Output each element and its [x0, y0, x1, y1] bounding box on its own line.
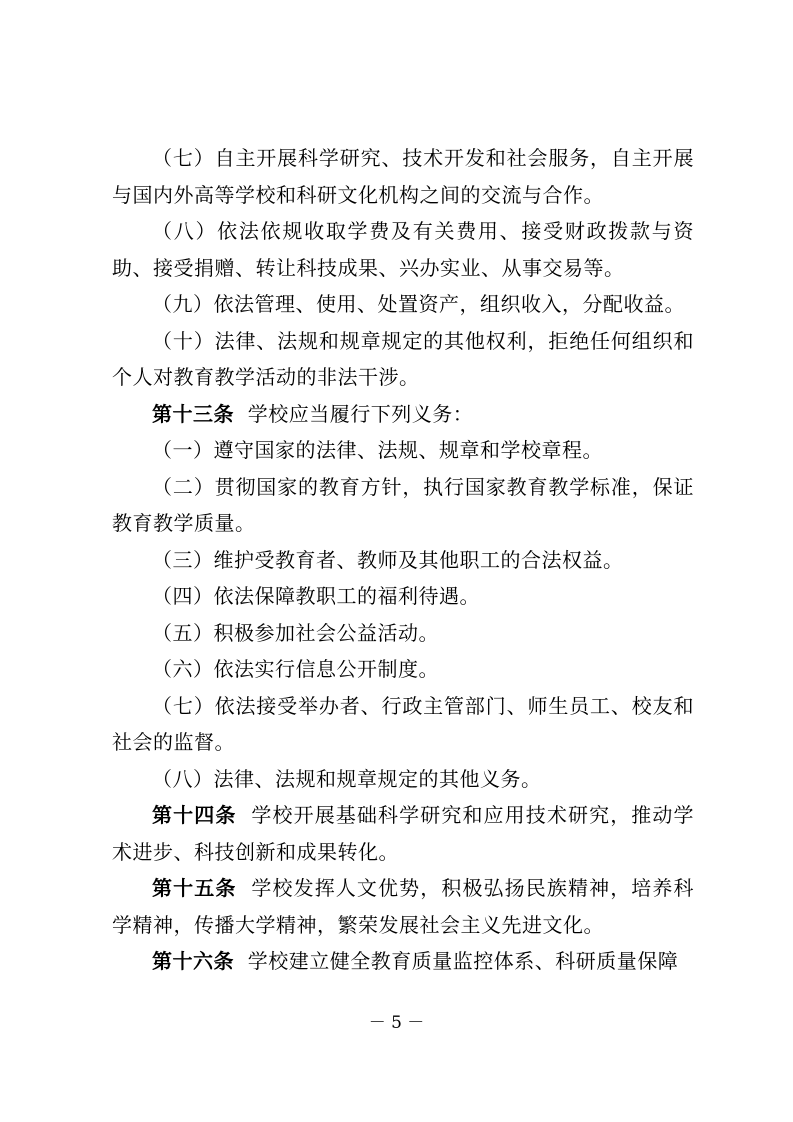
paragraph-duty-1 [112, 432, 694, 469]
paragraph-text: （十）法律、法规和规章规定的其他权利，拒绝任何组织和个人对教育教学活动的非法干涉。 [112, 328, 694, 389]
paragraph-text: 学校应当履行下列义务： [247, 401, 474, 426]
paragraph-text: （九）依法管理、使用、处置资产，组织收入，分配收益。 [152, 292, 685, 316]
paragraph-duty-2 [112, 469, 694, 542]
article-space [234, 949, 248, 973]
paragraph-text: （六）依法实行信息公开制度。 [152, 657, 439, 681]
paragraph-item-8-rights [112, 213, 694, 286]
article-space [236, 803, 251, 827]
paragraph-duty-4 [112, 578, 694, 615]
paragraph-item-10-rights [112, 323, 694, 396]
article-heading: 第十六条 [152, 949, 234, 973]
paragraph-duty-3 [112, 542, 694, 579]
paragraph-text: 学校开展基础科学研究和应用技术研究，推动学术进步、科技创新和成果转化。 [112, 803, 695, 864]
paragraph-text: （一）遵守国家的法律、法规、规章和学校章程。 [152, 438, 603, 462]
paragraph-text: （七）自主开展科学研究、技术开发和社会服务，自主开展与国内外高等学校和科研文化机构之间的交流与合作。 [112, 146, 694, 207]
paragraph-item-7-rights [112, 140, 694, 213]
paragraph-duty-8 [112, 761, 694, 798]
paragraph-text: （五）积极参加社会公益活动。 [152, 620, 439, 645]
paragraph-duty-6 [112, 651, 694, 688]
paragraph-text: 学校建立健全教育质量监控体系、科研质量保障 [247, 949, 679, 973]
article-13 [112, 396, 694, 433]
paragraph-text: （八）法律、法规和规章规定的其他义务。 [152, 766, 542, 791]
article-heading: 第十四条 [152, 803, 237, 827]
document-body [112, 140, 694, 980]
paragraph-text: （三）维护受教育者、教师及其他职工的合法权益。 [152, 547, 624, 572]
paragraph-duty-5 [112, 615, 694, 652]
paragraph-text: 学校发挥人文优势，积极弘扬民族精神，培养科学精神，传播大学精神，繁荣发展社会主义先进文化。 [112, 876, 695, 937]
paragraph-text: （八）依法依规收取学费及有关费用、接受财政拨款与资助、接受捐赠、转让科技成果、兴办实业、从事交易等。 [112, 219, 694, 280]
article-space [234, 402, 248, 426]
article-space [236, 876, 251, 900]
paragraph-item-9-rights [112, 286, 694, 323]
article-15 [112, 870, 694, 943]
paragraph-text: （四）依法保障教职工的福利待遇。 [152, 584, 480, 608]
article-14 [112, 797, 694, 870]
article-heading: 第十五条 [152, 876, 237, 900]
page-number: － 5 － [368, 1013, 425, 1033]
paragraph-duty-7 [112, 688, 694, 761]
article-heading: 第十三条 [152, 401, 234, 426]
article-16 [112, 943, 694, 980]
paragraph-text: （二）贯彻国家的教育方针，执行国家教育教学标准，保证教育教学质量。 [112, 474, 694, 535]
paragraph-text: （七）依法接受举办者、行政主管部门、师生员工、校友和社会的监督。 [112, 693, 694, 754]
